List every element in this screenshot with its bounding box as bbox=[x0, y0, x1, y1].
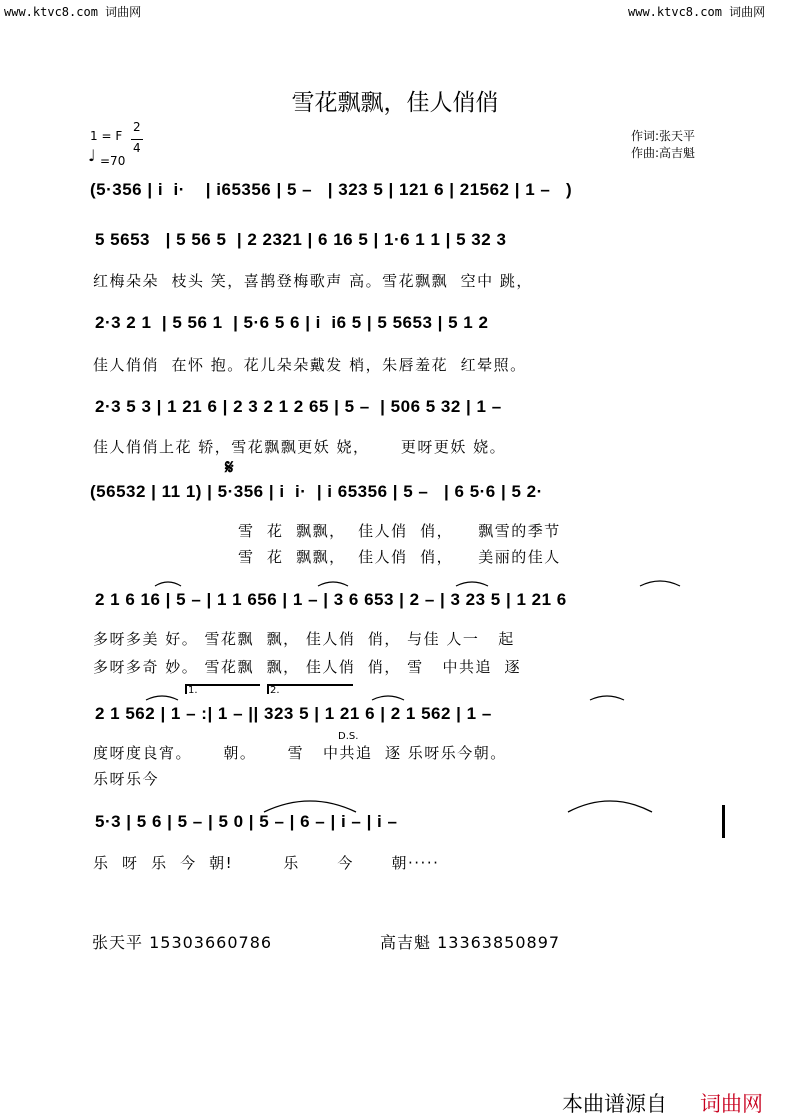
dal-segno-marking: D.S. bbox=[338, 731, 359, 742]
lyrics-row-2: 佳人俏俏 在怀 抱。花儿朵朵戴发 梢，朱唇羞花 红晕照。 bbox=[93, 356, 527, 374]
lyrics-row-4-verse-2: 雪 花 飘飘， 佳人俏 俏， 美丽的佳人 bbox=[238, 548, 561, 566]
lyrics-row-3: 佳人俏俏上花 轿，雪花飘飘更妖 娆， 更呀更妖 娆。 bbox=[93, 438, 507, 456]
score-row-7: 5·3 | 5 6 | 5 – | 5 0 | 5 – | 6 – | i – | i – bbox=[95, 812, 398, 831]
lyrics-row-7: 乐 呀 乐 今 朝! 乐 今 朝····· bbox=[93, 854, 440, 872]
score-row-5: 2 1 6 16 | 5 – | 1 1 656 | 1 – | 3 6 653 | 2 – | 3 23 5 | 1 21 6 bbox=[95, 590, 567, 609]
footer-source-text: 本曲谱源自 bbox=[562, 1092, 667, 1116]
footer-site-link[interactable]: 词曲网 bbox=[700, 1092, 763, 1116]
composer-contact: 高吉魁 13363850897 bbox=[380, 933, 561, 952]
lyrics-row-6-verse-2: 乐呀乐今 bbox=[93, 770, 160, 788]
segno-sign-icon: 𝄋 bbox=[225, 455, 234, 479]
volta-bracket-1-edge bbox=[185, 684, 187, 694]
volta-2-label: 2. bbox=[270, 685, 280, 696]
key-signature: 1 = F bbox=[90, 129, 123, 143]
composer-credit: 作曲:高吉魁 bbox=[631, 146, 696, 160]
quarter-note-icon: ♩ bbox=[88, 146, 96, 165]
score-row-4: (56532 | 11 1) | 5·356 | i i· | i 65356 | 5 – | 6 5·6 | 5 2· bbox=[90, 482, 543, 501]
lyrics-row-4-verse-1: 雪 花 飘飘， 佳人俏 俏， 飘雪的季节 bbox=[238, 522, 561, 540]
lyrics-row-5-verse-1: 多呀多美 好。 雪花飘 飘， 佳人俏 俏， 与佳 人一 起 bbox=[93, 630, 515, 648]
watermark-left: www.ktvc8.com 词曲网 bbox=[4, 5, 142, 19]
lyrics-row-1: 红梅朵朵 枝头 笑，喜鹊登梅歌声 高。雪花飘飘 空中 跳， bbox=[93, 272, 533, 290]
tempo-marking: =70 bbox=[100, 154, 126, 168]
score-row-6: 2 1 562 | 1 – :| 1 – || 323 5 | 1 21 6 | 2 1 562 | 1 – bbox=[95, 704, 492, 723]
score-row-intro: (5·356 | i i· | i65356 | 5 – | 323 5 | 121 6 | 21562 | 1 – ) bbox=[90, 180, 573, 199]
time-signature-top: 2 bbox=[133, 120, 141, 134]
volta-1-label: 1. bbox=[188, 685, 198, 696]
volta-bracket-2 bbox=[267, 684, 353, 686]
watermark-right: www.ktvc8.com 词曲网 bbox=[628, 5, 766, 19]
final-barline bbox=[722, 805, 725, 838]
song-title: 雪花飘飘，佳人俏俏 bbox=[291, 90, 499, 116]
lyricist-credit: 作词:张天平 bbox=[631, 129, 696, 143]
score-row-1: 5 5653 | 5 56 5 | 2 2321 | 6 16 5 | 1·6 1 1 | 5 32 3 bbox=[95, 230, 507, 249]
lyricist-contact: 张天平 15303660786 bbox=[92, 933, 273, 952]
volta-bracket-2-edge bbox=[267, 684, 269, 694]
score-row-3: 2·3 5 3 | 1 21 6 | 2 3 2 1 2 65 | 5 – | 506 5 32 | 1 – bbox=[95, 397, 502, 416]
lyrics-row-5-verse-2: 多呀多奇 妙。 雪花飘 飘， 佳人俏 俏， 雪 中共追 逐 bbox=[93, 658, 521, 676]
score-row-2: 2·3 2 1 | 5 56 1 | 5·6 5 6 | i i6 5 | 5 5653 | 5 1 2 bbox=[95, 313, 489, 332]
time-signature-bottom: 4 bbox=[133, 141, 141, 155]
time-signature-line bbox=[131, 139, 143, 140]
lyrics-row-6-verse-1: 度呀度良宵。 朝。 雪 中共追 逐 乐呀乐今朝。 bbox=[93, 744, 507, 762]
